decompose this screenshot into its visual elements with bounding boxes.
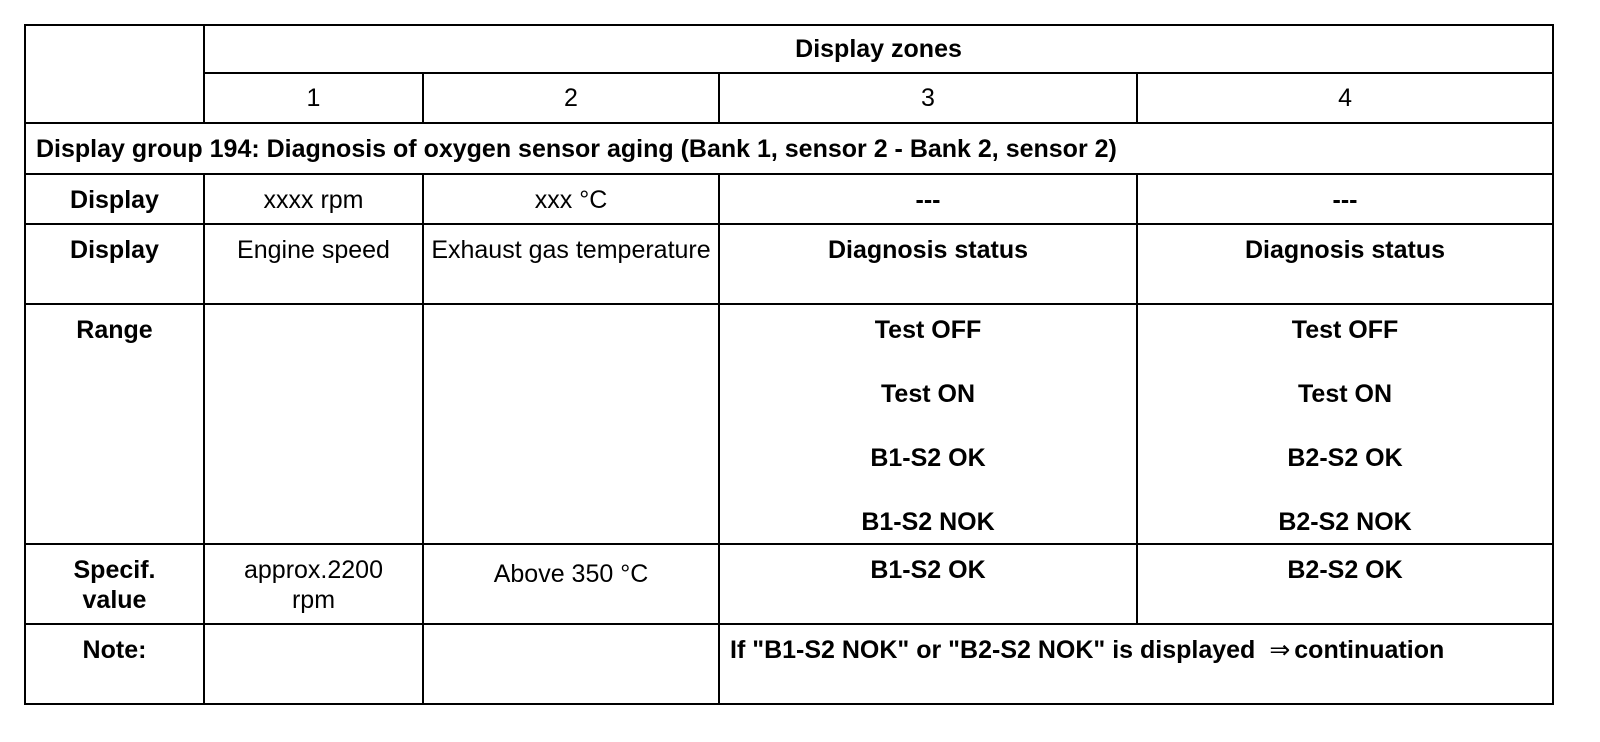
range-item: Test ON	[1298, 380, 1393, 408]
range-row	[25, 304, 1553, 544]
range-item: B1-S2 OK	[870, 444, 986, 472]
display-row-2	[25, 224, 1553, 304]
range-item: B2-S2 OK	[1287, 444, 1403, 472]
zone-number-row	[25, 73, 1553, 123]
cell-range-zone1	[204, 304, 423, 544]
cell-range-zone2	[423, 304, 719, 544]
specif-label-line2: value	[82, 586, 147, 614]
cell-diagnosis-status-zone4: Diagnosis status	[1137, 224, 1553, 304]
cell-range-zone3	[719, 304, 1137, 544]
zone-number-2: 2	[423, 73, 719, 123]
cell-zone3-placeholder: ---	[719, 174, 1137, 224]
note-text	[719, 624, 1553, 704]
range-item: Test OFF	[874, 316, 982, 344]
display-row-1	[25, 174, 1553, 224]
row-label-display: Display	[25, 224, 204, 304]
cell-zone4-placeholder: ---	[1137, 174, 1553, 224]
cell-specif-rpm: approx.2200 rpm	[204, 544, 423, 624]
cell-specif-temp: Above 350 °C	[423, 544, 719, 624]
specif-value-row	[25, 544, 1553, 624]
range-item: Test ON	[881, 380, 975, 408]
cell-exhaust-gas-temperature: Exhaust gas temperature	[423, 224, 719, 304]
cell-note-zone2	[423, 624, 719, 704]
cell-engine-speed: Engine speed	[204, 224, 423, 304]
cell-note-zone1	[204, 624, 423, 704]
group-title-row	[25, 123, 1553, 174]
cell-exhaust-temp-unit: xxx °C	[423, 174, 719, 224]
row-label-note: Note:	[25, 624, 204, 704]
diagnosis-table	[24, 24, 1554, 705]
range-item: B1-S2 NOK	[861, 508, 995, 536]
specif-label-line1: Specif.	[73, 556, 156, 584]
note-text-before: If "B1-S2 NOK" or "B2-S2 NOK" is displayed	[730, 636, 1256, 664]
display-zones-header: Display zones	[204, 25, 1553, 73]
zone-number-4: 4	[1137, 73, 1553, 123]
zone-number-1: 1	[204, 73, 423, 123]
cell-range-zone4	[1137, 304, 1553, 544]
cell-specif-zone3: B1-S2 OK	[719, 544, 1137, 624]
note-row	[25, 624, 1553, 704]
row-label-display: Display	[25, 174, 204, 224]
range-item: Test OFF	[1291, 316, 1399, 344]
display-group-title: Display group 194: Diagnosis of oxygen sensor aging (Bank 1, sensor 2 - Bank 2, sensor 2)	[25, 123, 1553, 174]
row-label-range: Range	[25, 304, 204, 544]
cell-diagnosis-status-zone3: Diagnosis status	[719, 224, 1137, 304]
cell-specif-zone4: B2-S2 OK	[1137, 544, 1553, 624]
row-label-specif-value	[25, 544, 204, 624]
range-item: B2-S2 NOK	[1278, 508, 1412, 536]
continuation-link[interactable]: continuation	[1294, 636, 1445, 664]
zone-number-3: 3	[719, 73, 1137, 123]
header-row	[25, 25, 1553, 73]
corner-cell	[25, 25, 204, 123]
cell-engine-rpm: xxxx rpm	[204, 174, 423, 224]
arrow-right-icon: ⇒	[1269, 636, 1291, 664]
